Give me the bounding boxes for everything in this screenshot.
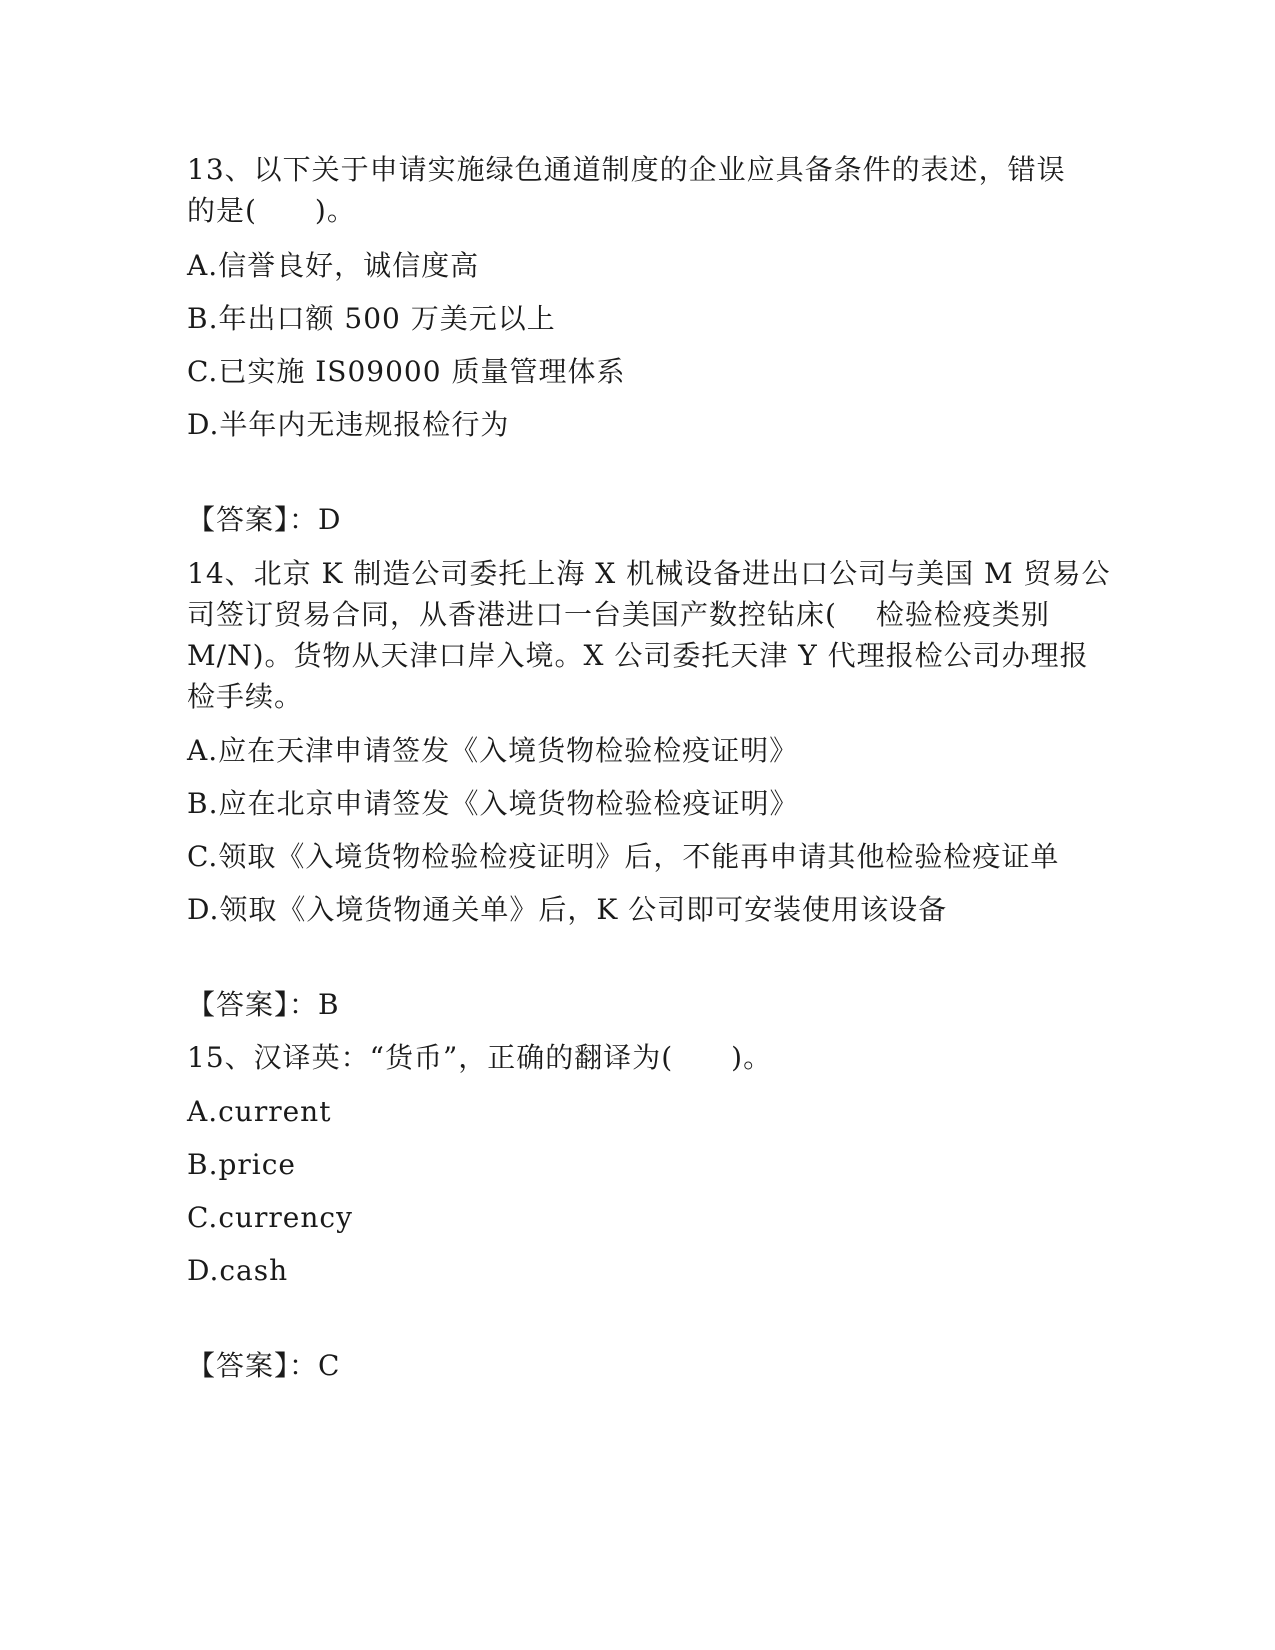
question-14-stem-line-4: 检手续。 — [187, 680, 304, 713]
question-14-option-d: D.领取《入境货物通关单》后，K 公司即可安装使用该设备 — [187, 893, 948, 926]
question-13-option-b: B.年出口额 500 万美元以上 — [187, 302, 556, 335]
question-15-option-a: A.current — [187, 1095, 332, 1128]
question-13-stem-line-1: 13、以下关于申请实施绿色通道制度的企业应具备条件的表述，错误 — [187, 153, 1066, 186]
question-14-stem-line-1: 14、北京 K 制造公司委托上海 X 机械设备进出口公司与美国 M 贸易公 — [187, 557, 1111, 590]
question-15-stem-line-1: 15、汉译英：“货币”，正确的翻译为( )。 — [187, 1041, 773, 1074]
question-15-option-b: B.price — [187, 1148, 296, 1181]
question-14-stem-line-2: 司签订贸易合同，从香港进口一台美国产数控钻床( 检验检疫类别 — [187, 598, 1050, 631]
question-13-answer: 【答案】：D — [187, 503, 342, 536]
question-14-option-b: B.应在北京申请签发《入境货物检验检疫证明》 — [187, 787, 799, 820]
question-14-option-a: A.应在天津申请签发《入境货物检验检疫证明》 — [187, 734, 799, 767]
question-13-option-d: D.半年内无违规报检行为 — [187, 408, 510, 441]
question-14-option-c: C.领取《入境货物检验检疫证明》后，不能再申请其他检验检疫证单 — [187, 840, 1060, 873]
question-14-stem-line-3: M/N)。货物从天津口岸入境。X 公司委托天津 Y 代理报检公司办理报 — [187, 639, 1089, 672]
question-13-stem-line-2: 的是( )。 — [187, 194, 356, 227]
question-15-option-d: D.cash — [187, 1254, 289, 1287]
question-14-answer: 【答案】：B — [187, 988, 340, 1021]
question-15-answer: 【答案】：C — [187, 1349, 341, 1382]
question-15-option-c: C.currency — [187, 1201, 353, 1234]
question-13-option-c: C.已实施 IS09000 质量管理体系 — [187, 355, 626, 388]
question-13-option-a: A.信誉良好，诚信度高 — [187, 249, 480, 282]
